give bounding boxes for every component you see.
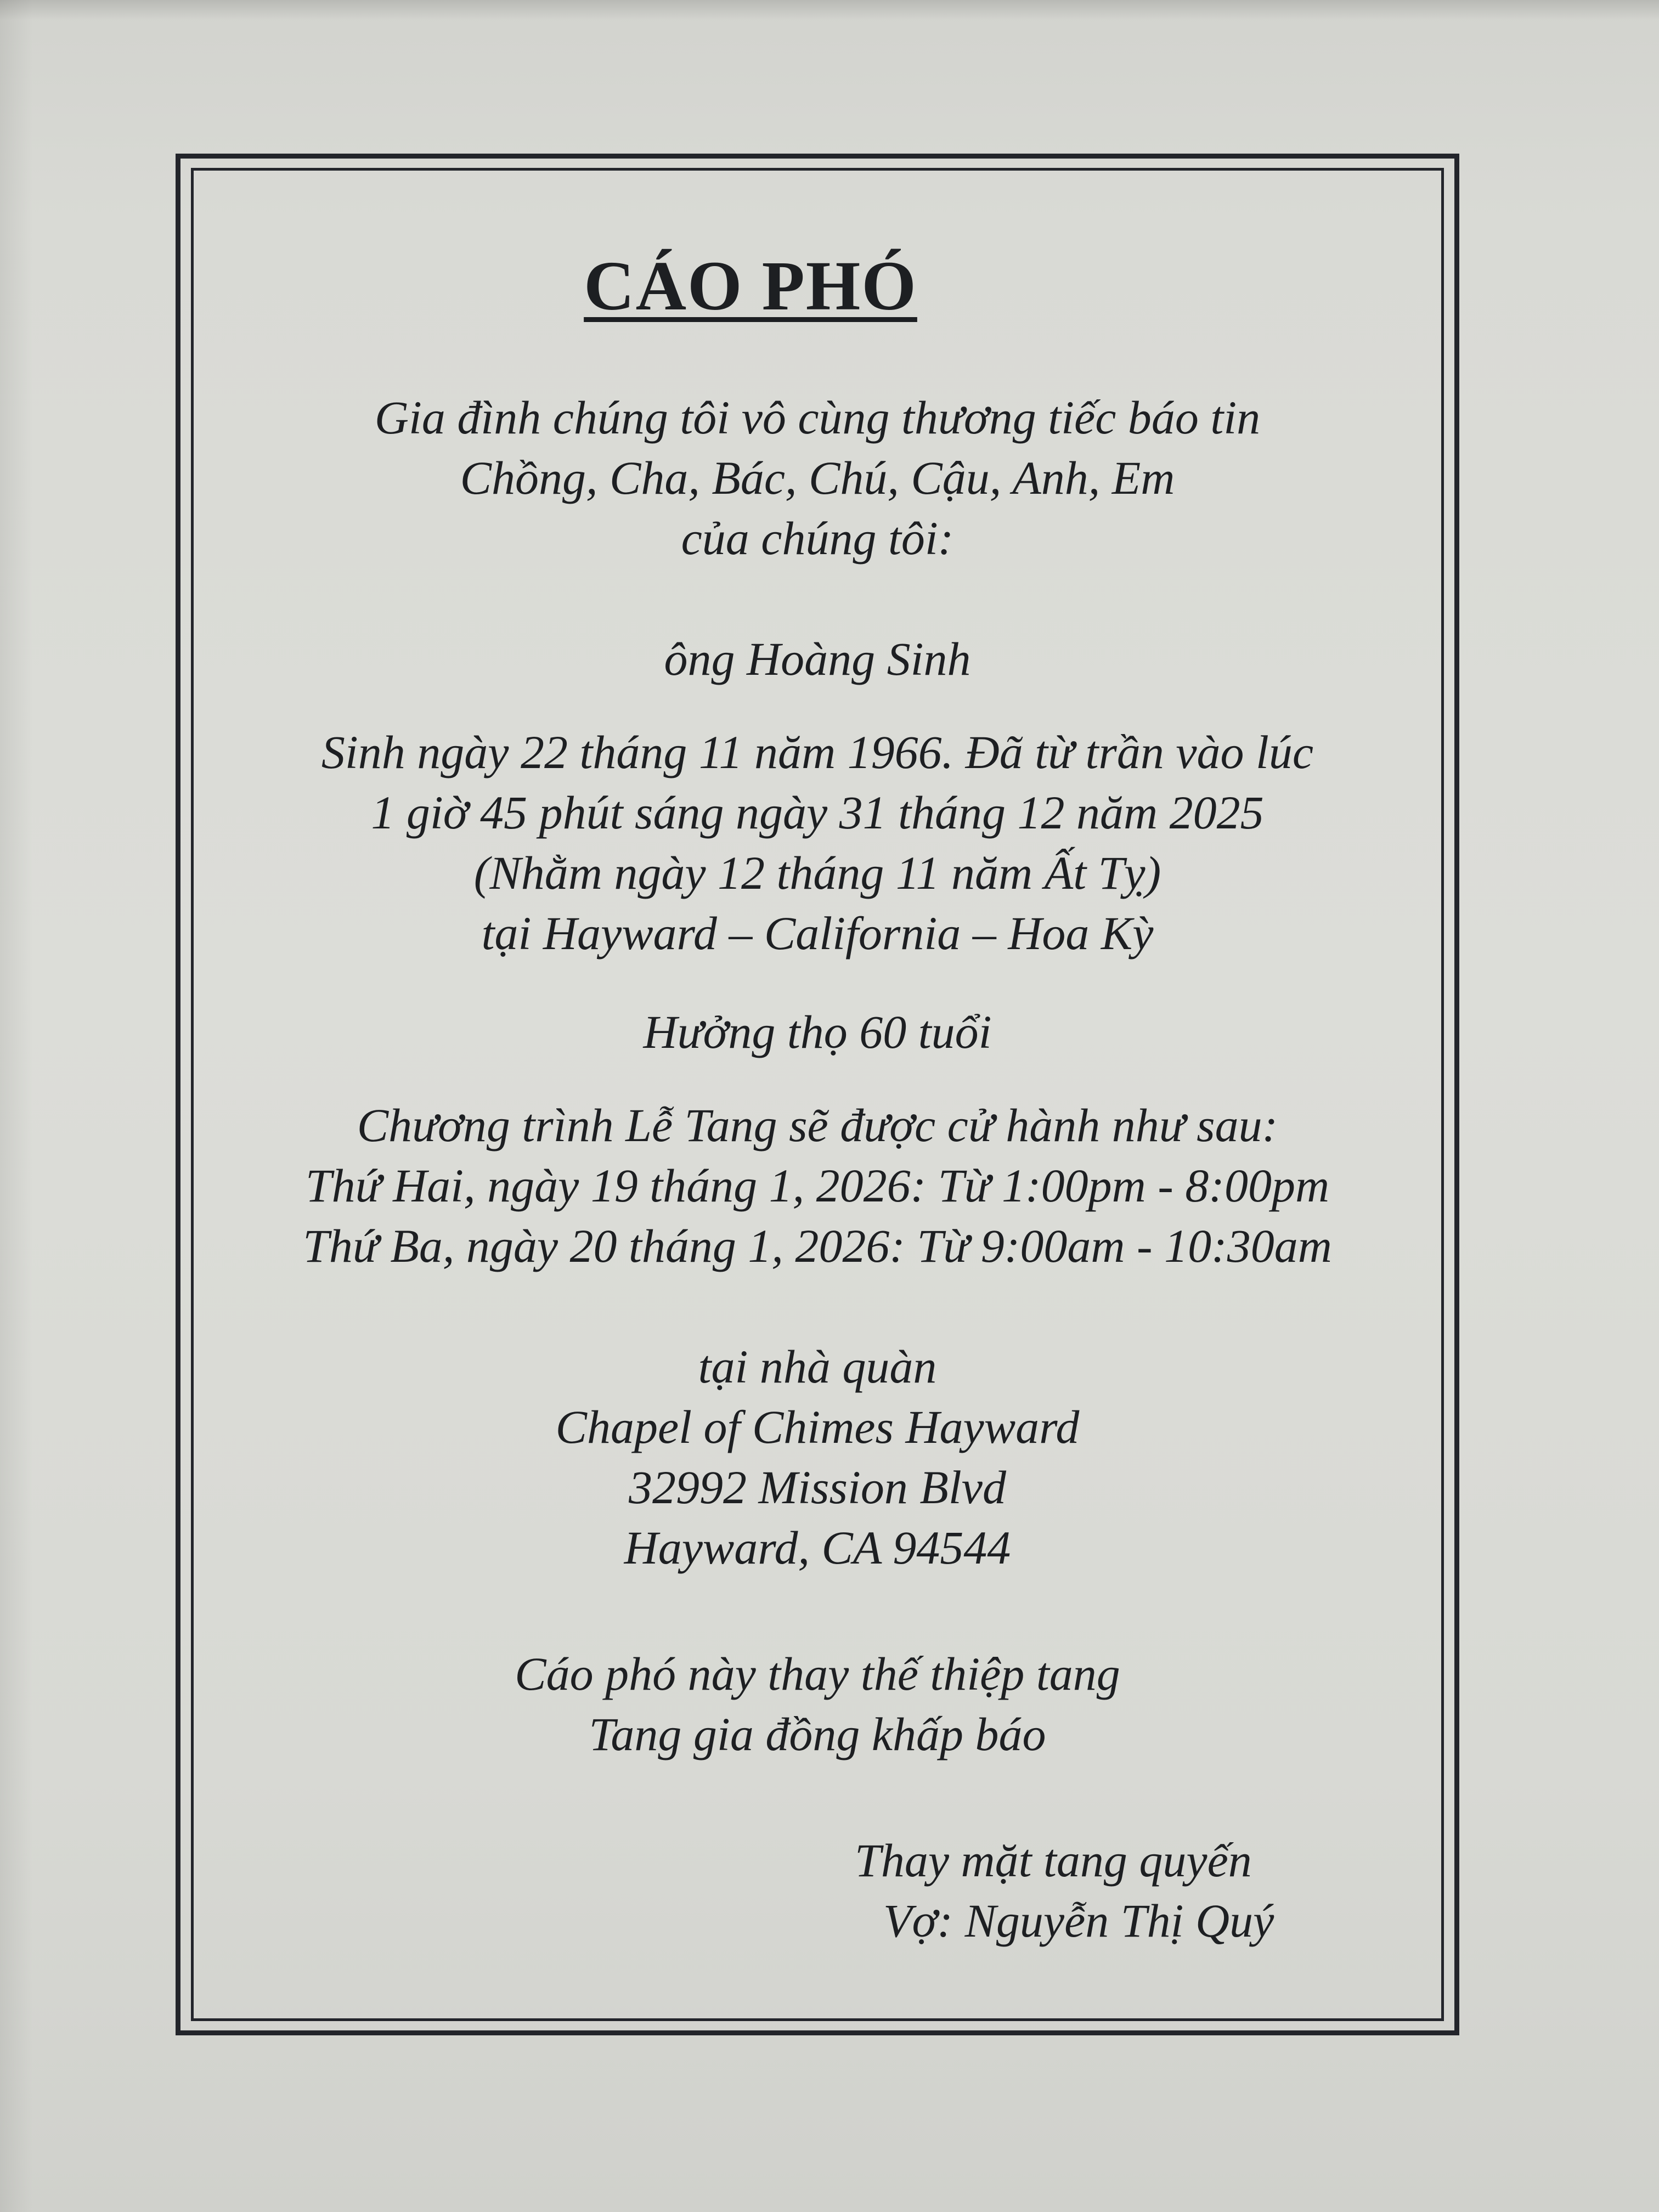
location-line: Chapel of Chimes Hayward [555,1401,1080,1453]
deceased-name: ông Hoàng Sinh [664,633,971,685]
service-intro: Chương trình Lễ Tang sẽ được cử hành như sau: [357,1099,1278,1152]
life-detail-line: (Nhằm ngày 12 tháng 11 năm Ất Tỵ) [473,847,1161,899]
location-line: tại nhà quàn [698,1340,937,1393]
life-detail-line: Sinh ngày 22 tháng 11 năm 1966. Đã từ trần vào lúc [321,726,1314,778]
life-detail-line: 1 giờ 45 phút sáng ngày 31 tháng 12 năm 2025 [371,786,1264,839]
service-schedule-line: Thứ Hai, ngày 19 tháng 1, 2026: Từ 1:00pm - 8:00pm [305,1159,1330,1212]
obituary-notice [191,168,1444,2021]
paper-shadow-top [0,0,1659,20]
age-line: Hưởng thọ 60 tuổi [643,1006,992,1058]
signature-line: Thay mặt tang quyến [855,1834,1252,1887]
announcement-line: của chúng tôi: [681,512,954,565]
paper-shadow-left [0,0,33,2212]
closing-line: Tang gia đồng khấp báo [589,1708,1046,1760]
service-schedule-line: Thứ Ba, ngày 20 tháng 1, 2026: Từ 9:00am - 10:30am [303,1220,1332,1272]
location-line: 32992 Mission Blvd [629,1461,1006,1514]
announcement-line: Chồng, Cha, Bác, Chú, Cậu, Anh, Em [460,452,1175,504]
closing-line: Cáo phó này thay thế thiệp tang [515,1647,1120,1700]
announcement-line: Gia đình chúng tôi vô cùng thương tiếc báo tin [374,391,1261,444]
life-detail-line: tại Hayward – California – Hoa Kỳ [481,907,1154,960]
document-title-text: CÁO PHÓ [584,247,917,325]
location-line: Hayward, CA 94544 [624,1521,1011,1574]
document-title [257,245,1244,327]
signature-line: Vợ: Nguyễn Thị Quý [883,1894,1274,1947]
